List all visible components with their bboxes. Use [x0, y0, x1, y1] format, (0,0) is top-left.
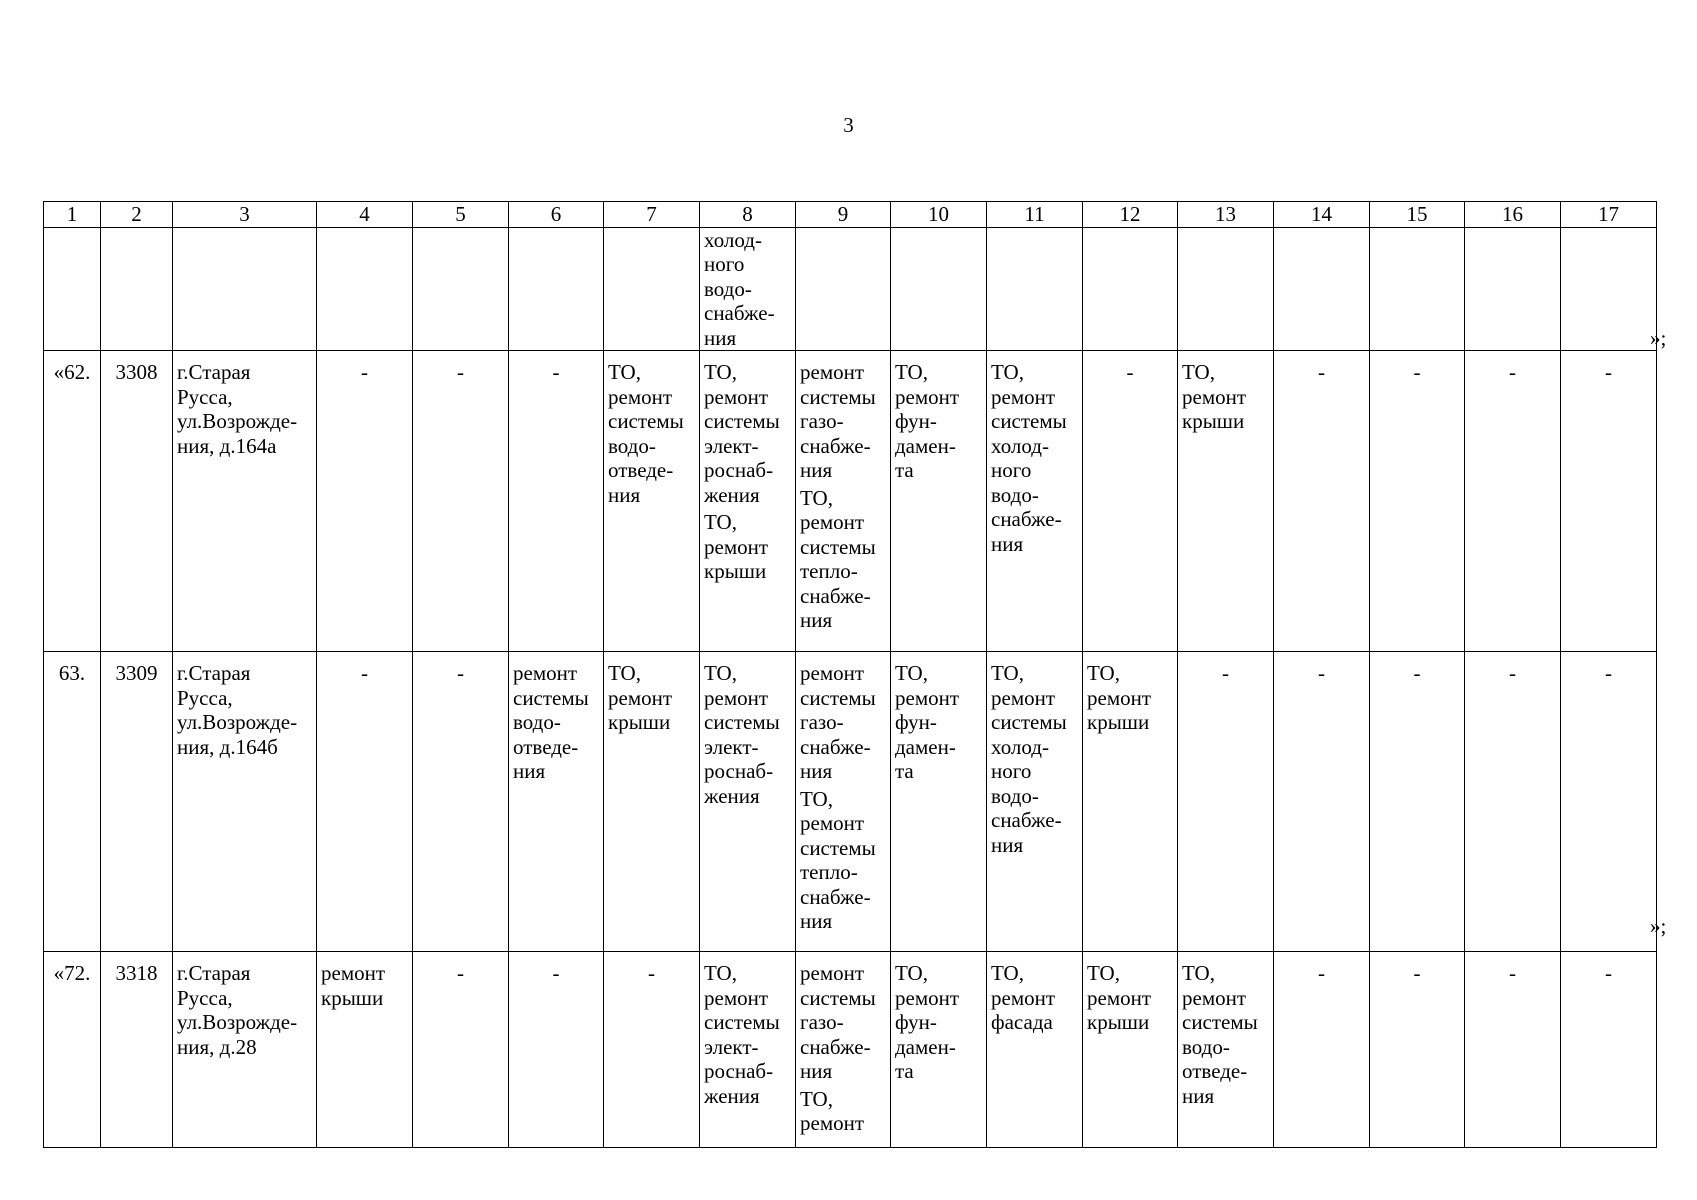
- cell-text: -: [1509, 360, 1516, 384]
- column-number-cell: 5: [413, 202, 509, 228]
- cell-text: ТО, ремонт крыши: [704, 510, 769, 583]
- table-cell: [700, 652, 796, 952]
- table-cell: [1370, 227, 1465, 351]
- cell-text: ТО, ремонт системы элект- роснаб- жения: [704, 661, 780, 808]
- table-cell: [317, 351, 413, 652]
- cell-text: 63.: [58, 661, 86, 685]
- cell-text: ремонт системы газо- снабже- ния: [800, 661, 876, 783]
- cell-text: -: [457, 360, 464, 384]
- table-cell: [796, 351, 891, 652]
- table-cell: [509, 227, 604, 351]
- cell-text: ремонт системы газо- снабже- ния: [800, 961, 876, 1083]
- table-cell: [173, 227, 317, 351]
- cell-text: -: [361, 360, 368, 384]
- column-number-cell: 3: [173, 202, 317, 228]
- cell-text: ТО, ремонт системы элект- роснаб- жения: [704, 360, 780, 507]
- cell-text: «62.: [53, 360, 91, 384]
- table-cell: [101, 351, 173, 652]
- column-number-cell: 17: [1561, 202, 1657, 228]
- cell-text: г.Старая Русса, ул.Возрожде- ния, д.164а: [177, 360, 298, 458]
- cell-text: 3318: [115, 961, 158, 985]
- cell-text: -: [1413, 961, 1421, 985]
- table-cell: [891, 351, 987, 652]
- table-cell: [1370, 351, 1465, 652]
- table-cell: [101, 227, 173, 351]
- table-cell: [1561, 652, 1657, 952]
- page-number: 3: [843, 113, 854, 137]
- cell-text: ТО, ремонт системы водо- отведе- ния: [608, 360, 684, 507]
- cell-text: -: [457, 661, 464, 685]
- table-cell: [1083, 652, 1178, 952]
- table-cell: [413, 351, 509, 652]
- cell-text: -: [457, 961, 464, 985]
- table-cell: [1465, 351, 1561, 652]
- table-cell: [1274, 351, 1370, 652]
- table-cell: [796, 952, 891, 1148]
- table-cell: [317, 652, 413, 952]
- table-cell: [1274, 227, 1370, 351]
- cell-text: ТО, ремонт крыши: [1087, 961, 1152, 1034]
- cell-text: ТО, ремонт крыши: [1087, 661, 1152, 734]
- table-cell: [891, 227, 987, 351]
- table-cell: [1465, 227, 1561, 351]
- cell-text: -: [1318, 661, 1325, 685]
- table-cell: [987, 952, 1083, 1148]
- cell-text: «72.: [53, 961, 91, 985]
- cell-text: -: [648, 961, 655, 985]
- table-cell: [700, 351, 796, 652]
- cell-text: ТО, ремонт фасада: [991, 961, 1056, 1034]
- column-number-cell: 8: [700, 202, 796, 228]
- cell-text: ТО, ремонт крыши: [608, 661, 673, 734]
- table-row: [44, 652, 1657, 952]
- cell-text: ТО, ремонт системы тепло- снабже- ния: [800, 786, 876, 933]
- table-cell: [1083, 952, 1178, 1148]
- column-number-cell: 11: [987, 202, 1083, 228]
- table-cell: [1274, 952, 1370, 1148]
- table-cell: [891, 952, 987, 1148]
- column-number-cell: 15: [1370, 202, 1465, 228]
- table-cell: [101, 952, 173, 1148]
- table-cell: [317, 227, 413, 351]
- column-number-cell: 10: [891, 202, 987, 228]
- cell-text: ТО, ремонт крыши: [1182, 360, 1247, 433]
- table-cell: [1274, 652, 1370, 952]
- table-cell: [604, 351, 700, 652]
- cell-text: холод- ного водо- снабже- ния: [704, 227, 775, 350]
- column-number-cell: 14: [1274, 202, 1370, 228]
- cell-text: -: [1318, 360, 1325, 384]
- table-cell: [987, 652, 1083, 952]
- table-cell: [509, 351, 604, 652]
- column-number-cell: 1: [44, 202, 101, 228]
- column-number-cell: 4: [317, 202, 413, 228]
- column-number-cell: 13: [1178, 202, 1274, 228]
- table-cell: [796, 227, 891, 351]
- table-cell: [509, 952, 604, 1148]
- column-number-cell: 7: [604, 202, 700, 228]
- closing-quote: »;: [1650, 326, 1667, 350]
- table-cell: [1370, 952, 1465, 1148]
- table-cell: [700, 227, 796, 351]
- table-cell: [891, 652, 987, 952]
- table-cell: [1561, 952, 1657, 1148]
- cell-text: ТО, ремонт системы водо- отведе- ния: [1182, 961, 1258, 1108]
- cell-text: -: [1413, 360, 1421, 384]
- table-cell: [413, 227, 509, 351]
- cell-text: ремонт системы газо- снабже- ния: [800, 360, 876, 482]
- cell-text: ТО, ремонт фун- дамен- та: [895, 360, 960, 482]
- table-cell: [1178, 952, 1274, 1148]
- cell-text: ТО, ремонт: [800, 1086, 865, 1135]
- cell-text: 3308: [115, 360, 158, 384]
- table-cell: [44, 351, 101, 652]
- cell-text: ТО, ремонт системы холод- ного водо- снабже- ния: [991, 661, 1067, 857]
- table-cell: [44, 952, 101, 1148]
- cell-text: -: [1413, 661, 1421, 685]
- table-row: [44, 351, 1657, 652]
- table-cell: [44, 227, 101, 351]
- cell-text: ТО, ремонт фун- дамен- та: [895, 661, 960, 783]
- table-cell: [1178, 351, 1274, 652]
- column-number-cell: 16: [1465, 202, 1561, 228]
- repair-schedule-table: [43, 201, 1657, 1148]
- cell-text: -: [1318, 961, 1325, 985]
- cell-text: -: [1605, 661, 1612, 685]
- column-number-cell: 6: [509, 202, 604, 228]
- table-cell: [413, 952, 509, 1148]
- table-cell: [1465, 652, 1561, 952]
- table-cell: [317, 952, 413, 1148]
- table-cell: [987, 351, 1083, 652]
- cell-text: -: [552, 360, 560, 384]
- table-cell: [1178, 652, 1274, 952]
- table-cell: [1083, 351, 1178, 652]
- cell-text: -: [1509, 961, 1516, 985]
- table-cell: [796, 652, 891, 952]
- cell-text: г.Старая Русса, ул.Возрожде- ния, д.28: [177, 961, 298, 1059]
- table-cell: [1561, 227, 1657, 351]
- table-cell: [1178, 227, 1274, 351]
- table-cell: [44, 652, 101, 952]
- cell-text: ТО, ремонт фун- дамен- та: [895, 961, 960, 1083]
- cell-text: -: [552, 961, 560, 985]
- table-cell: [173, 351, 317, 652]
- table-row: [44, 227, 1657, 351]
- cell-text: ремонт системы водо- отведе- ния: [513, 661, 589, 783]
- cell-text: -: [1509, 661, 1516, 685]
- table-cell: [1083, 227, 1178, 351]
- table-cell: [509, 652, 604, 952]
- column-number-cell: 9: [796, 202, 891, 228]
- table-cell: [1465, 952, 1561, 1148]
- column-number-cell: 2: [101, 202, 173, 228]
- table-cell: [173, 652, 317, 952]
- table-cell: [413, 652, 509, 952]
- cell-text: -: [1605, 961, 1612, 985]
- table-cell: [1561, 351, 1657, 652]
- cell-text: ТО, ремонт системы элект- роснаб- жения: [704, 961, 780, 1108]
- cell-text: -: [1222, 661, 1229, 685]
- table-cell: [101, 652, 173, 952]
- table-cell: [987, 227, 1083, 351]
- cell-text: ремонт крыши: [321, 961, 386, 1010]
- table-cell: [700, 952, 796, 1148]
- cell-text: г.Старая Русса, ул.Возрожде- ния, д.164б: [177, 661, 298, 759]
- table-cell: [604, 652, 700, 952]
- cell-text: ТО, ремонт системы тепло- снабже- ния: [800, 485, 876, 632]
- closing-quote: »;: [1650, 914, 1667, 938]
- cell-text: -: [361, 661, 368, 685]
- table-row: [44, 952, 1657, 1148]
- table-cell: [173, 952, 317, 1148]
- cell-text: 3309: [115, 661, 158, 685]
- cell-text: -: [1126, 360, 1134, 384]
- column-number-cell: 12: [1083, 202, 1178, 228]
- table-cell: [604, 952, 700, 1148]
- cell-text: ТО, ремонт системы холод- ного водо- снабже- ния: [991, 360, 1067, 556]
- table-cell: [604, 227, 700, 351]
- cell-text: -: [1605, 360, 1612, 384]
- table-cell: [1370, 652, 1465, 952]
- column-number-row: [44, 202, 1657, 228]
